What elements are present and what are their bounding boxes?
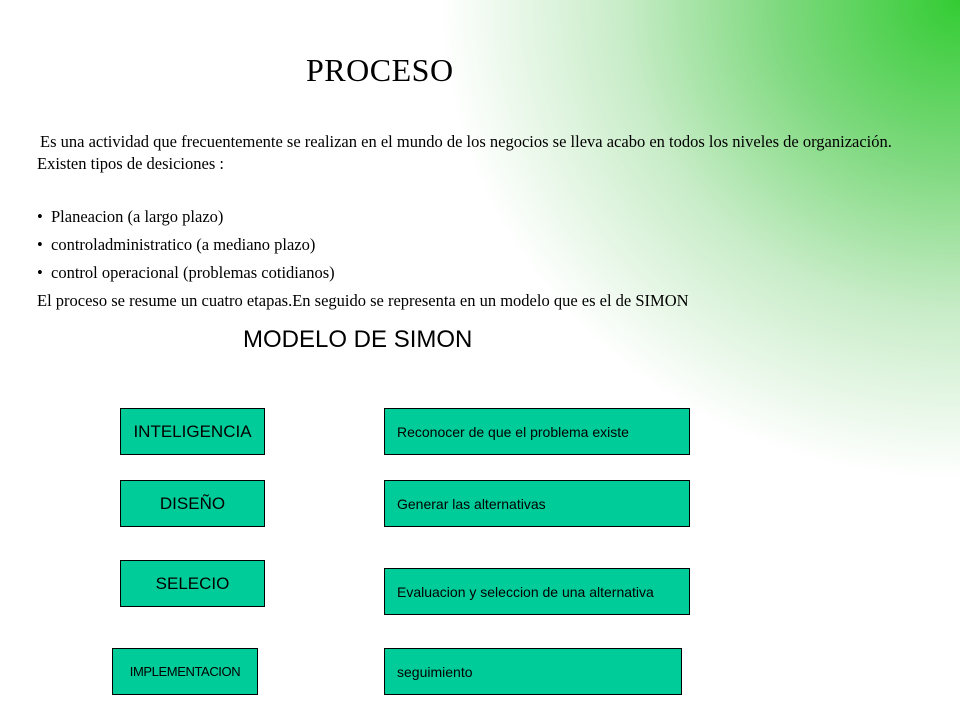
page-title: PROCESO: [306, 52, 454, 88]
list-item-text: Planeacion (a largo plazo): [51, 207, 224, 226]
intro-paragraph: Es una actividad que frecuentemente se realizan en el mundo de los negocios se lleva acabo en todos los niveles de organización. Existen tipos de desiciones :: [37, 132, 892, 173]
bullet-icon: •: [37, 235, 43, 254]
stage-description-diseno: Generar las alternativas: [384, 480, 690, 527]
model-title: MODELO DE SIMON: [243, 326, 473, 353]
list-item-text: controladministratico (a mediano plazo): [51, 235, 316, 254]
list-item: [37, 234, 335, 262]
decision-types-list: [37, 206, 335, 290]
stage-description-inteligencia: Reconocer de que el problema existe: [384, 408, 690, 455]
list-item: [37, 262, 335, 290]
summary-paragraph: El proceso se resume un cuatro etapas.En seguido se representa en un modelo que es el de SIMON: [37, 291, 689, 310]
stage-box-implementacion: IMPLEMENTACION: [112, 648, 258, 695]
stage-description-selecio: Evaluacion y seleccion de una alternativa: [384, 568, 690, 615]
list-item-text: control operacional (problemas cotidianos): [51, 263, 335, 282]
bullet-icon: •: [37, 207, 43, 226]
list-item: [37, 206, 335, 234]
stage-box-selecio: SELECIO: [120, 560, 265, 607]
stage-box-inteligencia: INTELIGENCIA: [120, 408, 265, 455]
stage-description-implementacion: seguimiento: [384, 648, 682, 695]
stage-box-diseno: DISEÑO: [120, 480, 265, 527]
bullet-icon: •: [37, 263, 43, 282]
